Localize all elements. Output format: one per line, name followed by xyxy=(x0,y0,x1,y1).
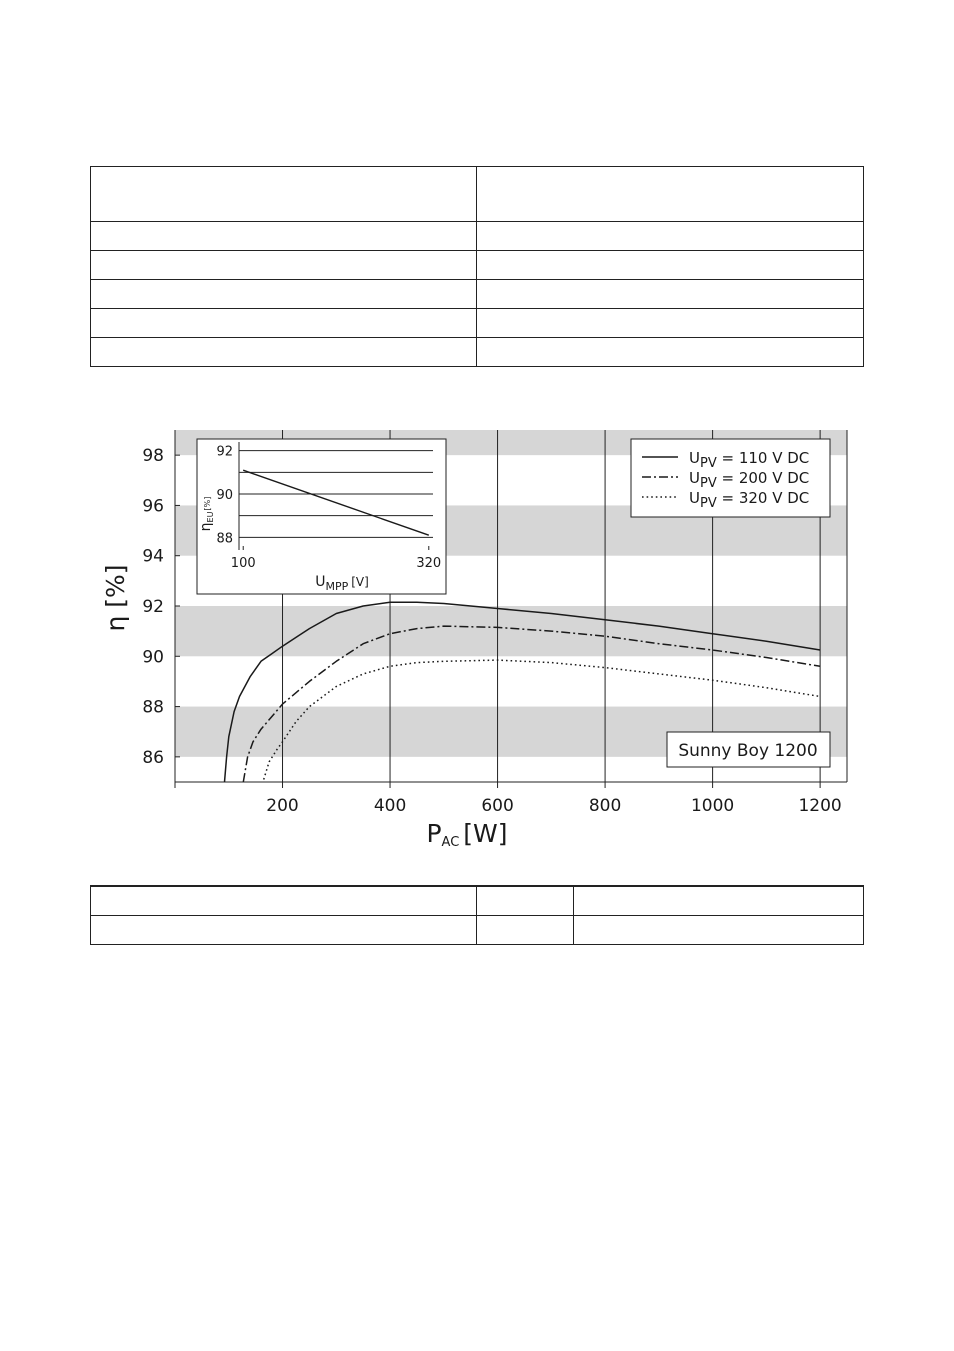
table-cell xyxy=(477,886,574,916)
x-axis-label xyxy=(426,819,507,850)
table-cell xyxy=(477,309,864,338)
legend-label-1: UPV = 110 V DC xyxy=(689,449,810,471)
x-tick-label: 200 xyxy=(266,796,299,816)
y-tick-label: 92 xyxy=(142,597,164,617)
inset-chart xyxy=(197,439,446,594)
inset-x-tick-label: 100 xyxy=(230,556,256,571)
y-tick-label: 90 xyxy=(142,647,164,668)
table-cell xyxy=(477,916,574,945)
y-tick-label: 96 xyxy=(142,496,164,517)
inset-y-label-main: η xyxy=(198,522,214,532)
table-row xyxy=(91,222,864,251)
inset-x-tick-label: 320 xyxy=(416,556,442,571)
y-tick-label: 88 xyxy=(142,697,164,718)
chart-x-tick-labels xyxy=(266,796,841,816)
x-tick-label: 1000 xyxy=(690,796,735,816)
table-cell xyxy=(574,916,864,945)
device-label: Sunny Boy 1200 xyxy=(678,741,818,761)
table-row xyxy=(91,916,864,945)
table-row xyxy=(91,280,864,309)
chart-legend xyxy=(631,439,830,517)
table-cell xyxy=(477,251,864,280)
table-cell xyxy=(477,222,864,251)
inset-y-label-subscript: EU xyxy=(206,511,215,523)
table-cell xyxy=(91,886,477,916)
table-cell xyxy=(477,167,864,222)
specification-table xyxy=(90,166,864,367)
inset-y-tick-label: 90 xyxy=(216,488,233,503)
inset-y-label-unit: [%] xyxy=(203,496,212,511)
table-cell xyxy=(91,251,477,280)
x-tick-label: 600 xyxy=(481,796,514,816)
device-label-box xyxy=(667,732,830,767)
table-cell xyxy=(91,280,477,309)
table-cell xyxy=(91,916,477,945)
x-tick-label: 400 xyxy=(373,796,407,816)
inset-x-label-subscript: MPP xyxy=(325,580,349,593)
inset-y-tick-label: 92 xyxy=(216,444,233,460)
chart-y-tick-labels xyxy=(142,446,164,768)
inset-x-label-main: U xyxy=(315,574,326,590)
y-tick-label: 94 xyxy=(142,546,164,567)
inset-y-tick-label: 88 xyxy=(216,531,233,547)
x-tick-label: 1200 xyxy=(798,796,842,816)
legend-label-2: UPV = 200 V DC xyxy=(689,469,810,491)
table-cell xyxy=(91,222,477,251)
table-row xyxy=(91,338,864,367)
table-row xyxy=(91,886,864,916)
y-tick-label: 98 xyxy=(142,446,164,467)
efficiency-chart xyxy=(90,410,860,860)
table-row xyxy=(91,309,864,338)
table-cell xyxy=(91,167,477,222)
legend-label-3: UPV = 320 V DC xyxy=(689,489,810,511)
table-cell xyxy=(574,886,864,916)
table-cell xyxy=(477,280,864,309)
y-tick-label: 86 xyxy=(142,747,164,768)
notes-table xyxy=(90,885,864,945)
table-cell xyxy=(91,338,477,367)
x-axis-label-unit: [W] xyxy=(463,819,508,848)
table-cell xyxy=(91,309,477,338)
x-axis-label-main: P xyxy=(426,819,442,848)
inset-x-label-unit: [V] xyxy=(351,575,369,589)
table-row xyxy=(91,251,864,280)
table-header-row xyxy=(91,167,864,222)
x-axis-label-subscript: AC xyxy=(441,835,460,850)
chart-band xyxy=(175,606,847,656)
table-cell xyxy=(477,338,864,367)
y-axis-label: η [%] xyxy=(101,564,130,632)
x-tick-label: 800 xyxy=(588,796,622,816)
